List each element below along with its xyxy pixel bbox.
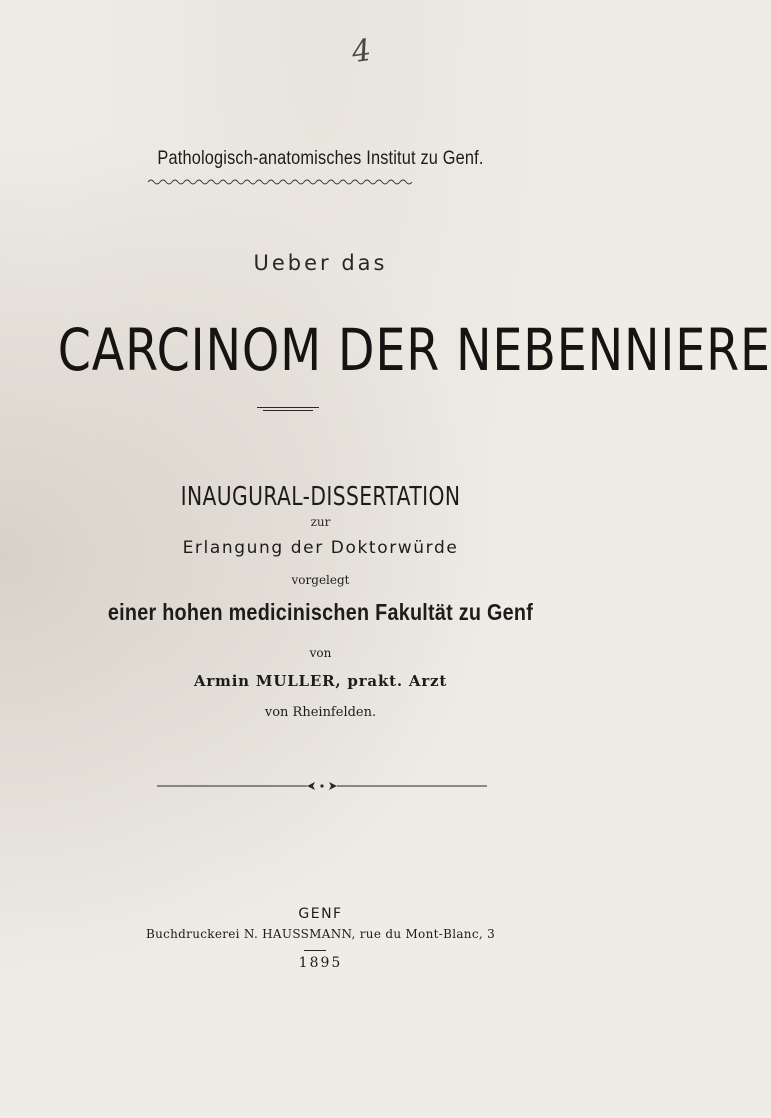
zur-text: zur — [310, 515, 331, 529]
ornamental-rule — [157, 779, 487, 793]
handwritten-note: 4 — [349, 32, 374, 71]
city-name: GENF — [298, 906, 343, 922]
vorgelegt-text: vorgelegt — [291, 573, 350, 587]
page-title: CARCINOM DER NEBENNIERE — [57, 316, 771, 384]
wavy-rule — [148, 178, 413, 186]
short-rule — [304, 950, 326, 951]
faculty-text: einer hohen medicinischen Fakultät zu Genf — [107, 599, 534, 625]
author-name: Armin MULLER, prakt. Arzt — [193, 672, 448, 690]
publication-year: 1895 — [298, 955, 343, 971]
purpose-text: Erlangung der Doktorwürde — [182, 538, 459, 558]
title-intro: Ueber das — [253, 251, 388, 275]
institute-name: Pathologisch-anatomisches Institut zu Genf. — [157, 148, 484, 169]
von-text: von — [309, 646, 332, 660]
dissertation-heading: INAUGURAL-DISSERTATION — [180, 482, 461, 512]
double-rule — [257, 406, 319, 412]
author-origin: von Rheinfelden. — [264, 705, 377, 720]
printer-line: Buchdruckerei N. HAUSSMANN, rue du Mont-Blanc, 3 — [145, 927, 496, 941]
